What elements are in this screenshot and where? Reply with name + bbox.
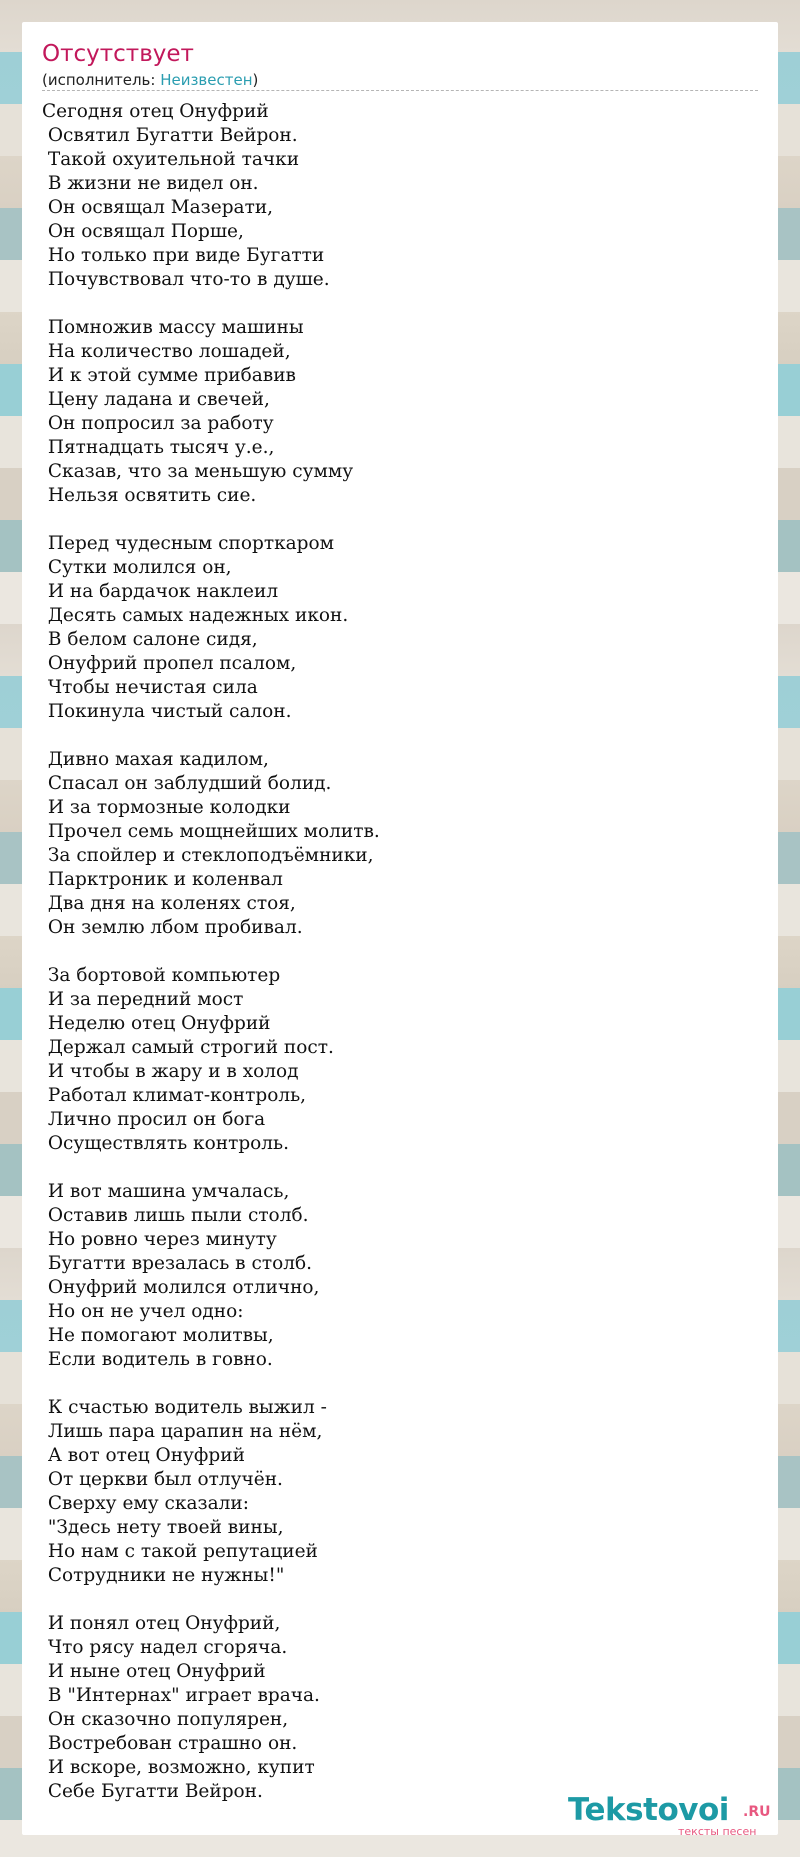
logo-wordmark: Tekstovoi	[568, 1792, 729, 1828]
site-logo[interactable]	[568, 1792, 778, 1838]
performer-prefix: (исполнитель:	[42, 71, 161, 89]
logo-tagline: тексты песен	[678, 1825, 757, 1838]
performer-line	[42, 71, 258, 89]
lyrics-text: Сегодня отец Онуфрий Освятил Бугатти Вейрон. Такой охуительной тачки В жизни не видел он. Он освящал Мазерати, Он освящал Порше, Но только при виде Бугатти Почувствовал что-то в душе. Помножив массу машины На количество лошадей, И к этой сумме прибавив Цену ладана и свечей, Он попросил за работу Пятнадцать тысяч у.е., Сказав, что за меньшую сумму Нельзя освятить сие. Перед чудесным спорткаром Сутки молился он, И на бардачок наклеил Десять самых надежных икон. В белом салоне сидя, Онуфрий пропел псалом, Чтобы нечистая сила Покинула чистый салон. Дивно махая кадилом, Спасал он заблудший болид. И за тормозные колодки Прочел семь мощнейших молитв. За спойлер и стеклоподъёмники, Парктроник и коленвал Два дня на коленях стоя, Он землю лбом пробивал. За бортовой компьютер И за передний мост Неделю отец Онуфрий Держал самый строгий пост. И чтобы в жару и в холод Работал климат-контроль, Лично просил он бога Осуществлять контроль. И вот машина умчалась, Оставив лишь пыли столб. Но ровно через минуту Бугатти врезалась в столб. Онуфрий молился отлично, Но он не учел одно: Не помогают молитвы, Если водитель в говно. К счастью водитель выжил - Лишь пара царапин на нём, А вот отец Онуфрий От церкви был отлучён. Сверху ему сказали: "Здесь нету твоей вины, Но нам с такой репутацией Сотрудники не нужны!" И понял отец Онуфрий, Что рясу надел сгоряча. И ныне отец Онуфрий В "Интернах" играет врача. Он сказочно популярен, Востребован страшно он. И вскоре, возможно, купит Себе Бугатти Вейрон.	[42, 101, 380, 1802]
performer-suffix: )	[252, 71, 259, 89]
performer-link[interactable]: Неизвестен	[160, 71, 253, 89]
song-title: Отсутствует	[42, 41, 194, 67]
title-divider	[42, 90, 758, 91]
logo-domain: .RU	[743, 1804, 771, 1820]
lyrics-card	[22, 22, 778, 1838]
